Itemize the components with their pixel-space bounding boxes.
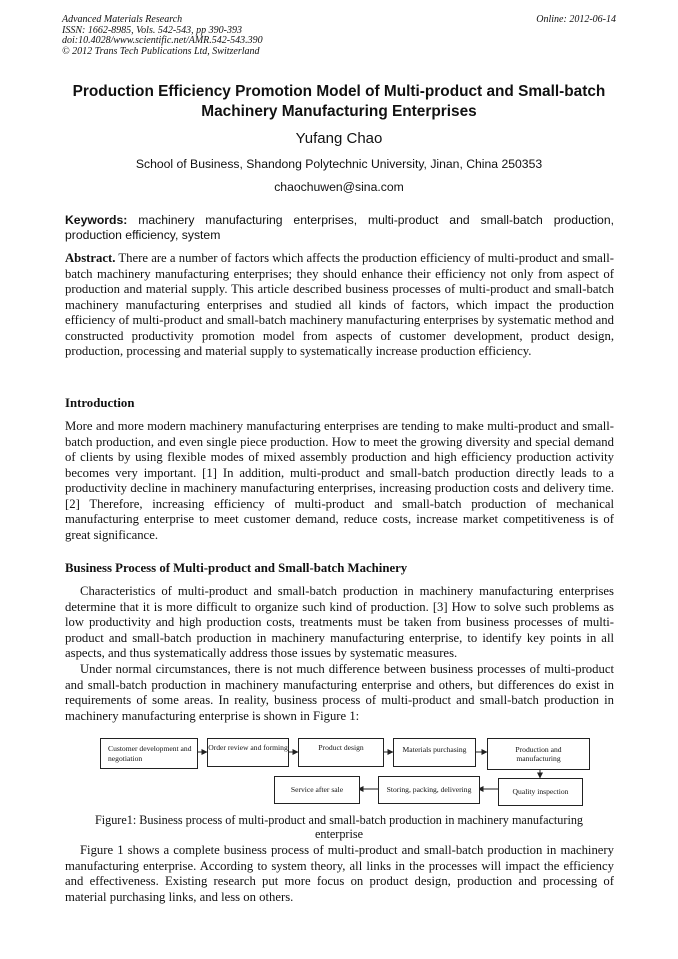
issn-line: ISSN: 1662-8985, Vols. 542-543, pp 390-393 <box>62 24 242 36</box>
journal-name: Advanced Materials Research <box>62 14 183 25</box>
business-heading: Business Process of Multi-product and Small-batch Machinery <box>65 561 408 575</box>
flow-box-materials-label: Materials purchasing <box>402 745 467 754</box>
business-paragraph-1: Characteristics of multi-product and small-batch production in machinery manufacturing enterprises determine that it is more difficult to organize such kind of production. [3] How to solve such problems as low productivity and high production costs, treatments must be taken from business processes of multi-product and small-batch production in machinery manufacturing enterprise, to identify key points in all aspects, and thus systematically address those issues by systematic measures. <box>65 584 614 660</box>
flow-box-customer-label: Customer development and negotiation <box>108 744 192 763</box>
paper-title: Production Efficiency Promotion Model of Multi-product and Small-batch Machinery Manufacturing Enterprises <box>72 83 606 120</box>
flow-box-service <box>274 776 360 804</box>
flow-box-customer <box>100 738 198 769</box>
copyright-line: © 2012 Trans Tech Publications Ltd, Switzerland <box>62 45 260 57</box>
author-name: Yufang Chao <box>295 130 383 147</box>
flow-box-design <box>298 738 384 767</box>
flow-box-storing <box>378 776 480 804</box>
flow-box-materials <box>393 738 476 767</box>
intro-heading: Introduction <box>65 396 135 410</box>
author-email: chaochuwen@sina.com <box>274 180 404 194</box>
abstract-text: There are a number of factors which affects the production efficiency of multi-product and small-batch machinery manufacturing enterprises; they should enhance their efficiency not only from aspect of production and material supply. This article described business processes of multi-product and small-batch machinery manufacturing enterprises and studied all kinds of factors, which impact the production efficiency of multi-product and small-batch machinery manufacturing enterprises by systematic method and constructed productivity promotion model from aspects of customer development, product design, production, processing and material supply to systematically increase production efficiency. <box>65 251 614 358</box>
flow-box-production-label: Production and manufacturing <box>515 744 562 763</box>
flow-box-order-label: Order review and forming <box>208 743 288 752</box>
online-date: Online: 2012-06-14 <box>536 14 616 25</box>
affiliation: School of Business, Shandong Polytechnic University, Jinan, China 250353 <box>135 157 543 171</box>
flow-box-storing-label: Storing, packing, delivering <box>386 785 472 795</box>
figure-caption: Figure1: Business process of multi-product and small-batch production in machinery manufacturing enterprise <box>94 813 584 841</box>
intro-paragraph: More and more modern machinery manufacturing enterprises are tending to make multi-product and small-batch production, and even single piece production. How to meet the growing diversity and special demand of clients by using flexible modes of mixed assembly production and high efficiency production activity becomes very important. [1] In addition, multi-product and small-batch production directly leads to a productivity decline in machinery manufacturing enterprises, increasing production costs and delivery time. [2] Therefore, increasing efficiency of multi-product and small-batch production of mechanical manufacturing enterprise to meet customer demand, reduce costs, increase market competitiveness is of great significance. <box>65 419 614 542</box>
closing-paragraph: Figure 1 shows a complete business process of multi-product and small-batch production in machinery manufacturing enterprise. According to system theory, all links in the processes will impact the efficiency and effectiveness. Existing research put more focus on product design, production and processing of material purchasing links, and less on others. <box>65 843 614 904</box>
keywords-text: machinery manufacturing enterprises, multi-product and small-batch production, production efficiency, system <box>65 213 614 242</box>
flow-box-quality-label: Quality inspection <box>512 787 569 797</box>
flow-box-production <box>487 738 590 770</box>
doi-line: doi:10.4028/www.scientific.net/AMR.542-543.390 <box>62 35 263 47</box>
keywords-label: Keywords: <box>65 213 128 227</box>
abstract-label: Abstract. <box>65 251 116 265</box>
business-paragraph-2: Under normal circumstances, there is not much difference between business processes of multi-product and small-batch production in machinery manufacturing enterprise and others, but differences do exist in requirements of some areas. In reality, business process of multi-product and small-batch production in machinery manufacturing enterprise is shown in Figure 1: <box>65 662 614 723</box>
flow-box-quality <box>498 778 583 806</box>
flow-box-service-label: Service after sale <box>290 785 344 795</box>
flow-box-design-label: Product design <box>318 743 364 752</box>
flow-box-order <box>207 738 289 767</box>
